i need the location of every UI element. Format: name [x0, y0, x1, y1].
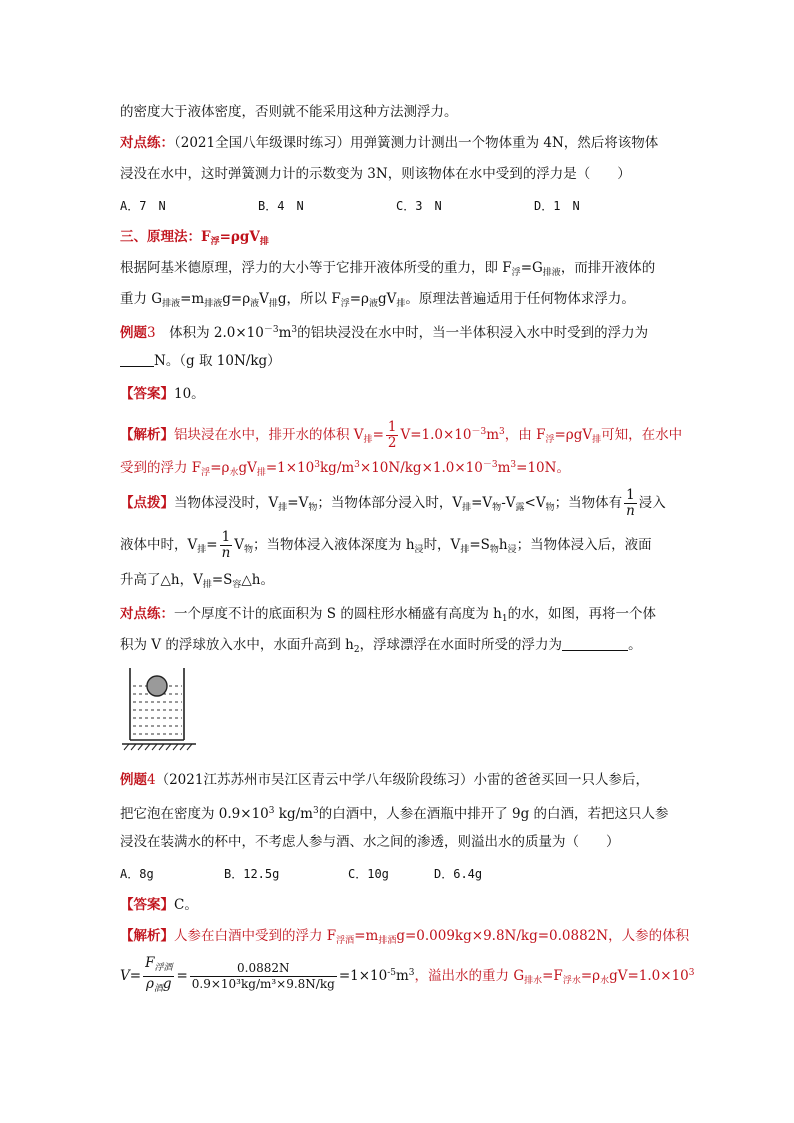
choice-b: B．4 N: [258, 199, 304, 213]
fraction-half: $\frac{1}{2}$: [387, 419, 397, 451]
example-4-analysis-line-1: 【解析】人参在白酒中受到的浮力 $F_{浮酒}=m_{排酒}g=0.009kg\times 9.8N/kg=0.0882N$，人参的体积: [120, 928, 690, 946]
answer-blank[interactable]: [562, 636, 628, 651]
answer-text: C。: [174, 897, 198, 913]
analysis-label: 【解析】: [120, 427, 174, 443]
exercise-text: 浸没在水中，这时弹簧测力计的示数变为 3N，则该物体在水中受到的浮力是（ ）: [120, 166, 631, 182]
floating-ball-bucket-figure: [120, 664, 206, 754]
exercise-2-line-2: 积为 V 的浮球放入水中，水面升高到 $h_2$，浮球漂浮在水面时所受的浮力为 。: [120, 637, 642, 655]
example-label: 例题: [120, 772, 147, 788]
answer-blank[interactable]: [120, 352, 154, 367]
fraction-one-over-n: $\frac{1}{n}$: [626, 487, 635, 519]
example-3-tip-line-3: 升高了△h，$V_排=S_容\triangle h$。: [120, 572, 274, 590]
choice-c: C．3 N: [396, 199, 442, 213]
example-4-formula-line: V= $\frac{F_{浮酒}}{\rho_酒g}$ = $\frac{0.0882N}{\text{0.9×10³kg/m³×9.8N/kg}}$ $=1\times 10^{-5}m^3$，溢出水的重力 $G_{排水}=F_{浮水}=\rho_水gV=1.0\times 10^3$: [120, 956, 695, 997]
choice-d: D．6.4g: [434, 867, 483, 881]
answer-text: 10。: [174, 386, 205, 402]
text: 的密度大于液体密度，否则就不能采用这种方法测浮力。: [120, 104, 458, 120]
example-4-line-2: 把它泡在密度为 $0.9\times 10^3$ $kg/m^3$的白酒中，人参在酒瓶中排开了 9g 的白酒，若把这只人参: [120, 806, 669, 822]
exercise-label: 对点练：: [120, 135, 174, 151]
example-4-line-3: 浸没在装满水的杯中，不考虑人参与酒、水之间的渗透，则溢出水的质量为（ ）: [120, 834, 620, 850]
example-4-answer: [120, 895, 198, 915]
example-3-tip-line-2: 液体中时，$V_排=$ $\frac{1}{n}$ $V_物$；当物体浸入液体深度为 $h_浸$时，$V_排=S_物h_浸$；当物体浸入后，液面: [120, 529, 652, 561]
example-3-answer: [120, 384, 205, 404]
example-3-line-2: N。（g 取 10N/kg）: [120, 351, 281, 371]
example-4-line-1: 例题4（2021江苏苏州市吴江区青云中学八年级阶段练习）小雷的爸爸买回一只人参后，: [120, 772, 649, 788]
floating-ball: [147, 676, 167, 696]
answer-label: 【答案】: [120, 386, 174, 402]
example-3-analysis-line-1: 【解析】铝块浸在水中，排开水的体积 $V_排=$ $\frac{1}{2}$ $V=1.0\times 10^{-3}m^3$，由 $F_浮=\rho gV_排$可知，在水中: [120, 419, 683, 451]
analysis-label: 【解析】: [120, 928, 174, 944]
fraction-one-over-n: $\frac{1}{n}$: [221, 529, 231, 561]
fraction-volume-numeric: $\frac{0.0882N}{\text{0.9×10³kg/m³×9.8N/kg}}$: [191, 961, 335, 991]
example-label: 例题: [120, 325, 147, 341]
example-3-tip-line-1: 【点拨】当物体浸没时，$V_排=V_物$；当物体部分浸入时，$V_排=V_物-V_露<V_物$；当物体有 $\frac{1}{n}$ 浸入: [120, 487, 666, 519]
tip-label: 【点拨】: [120, 495, 174, 511]
example-4-choices: [120, 864, 482, 884]
paragraph-continuation: [120, 102, 458, 122]
fraction-volume-symbolic: $\frac{F_{浮酒}}{\rho_酒g}$: [145, 955, 173, 994]
choice-c: C．10g: [348, 867, 389, 881]
section-3-title: 三、原理法：$F_浮=\rho gV_排$: [120, 229, 269, 247]
choice-a: A．8g: [120, 867, 154, 881]
principle-paragraph-line-2: 重力 $G_{排液}=m_{排液}g=\rho_液V_排g$，所以 $F_浮=\rho_液gV_排$。原理法普遍适用于任何物体求浮力。: [120, 291, 635, 309]
principle-paragraph-line-1: 根据阿基米德原理，浮力的大小等于它排开液体所受的重力，即 $F_浮=G_{排液}$，而排开液体的: [120, 260, 656, 278]
exercise-2-line-1: 对点练：一个厚度不计的底面积为 S 的圆柱形水桶盛有高度为 $h_1$的水，如图，再将一个体: [120, 606, 657, 624]
example-3-analysis-line-2: 受到的浮力 $F_浮=\rho_水gV_排=1\times 10^3kg/m^3\times 10N/kg\times 1.0\times 10^{-3}m^3=10N$。: [120, 460, 570, 478]
exercise-text: （2021全国八年级课时练习）用弹簧测力计测出一个物体重为 4N，然后将该物体: [174, 135, 659, 151]
choice-d: D．1 N: [534, 199, 580, 213]
choice-b: B．12.5g: [224, 867, 280, 881]
exercise-1-line-1: [120, 133, 658, 153]
choice-a: A．7 N: [120, 199, 166, 213]
example-3-line-1: 例题3 体积为 $2.0\times 10^{-3}m^3$的铝块浸没在水中时，当一半体积浸入水中时受到的浮力为: [120, 325, 649, 341]
answer-label: 【答案】: [120, 897, 174, 913]
exercise-1-line-2: [120, 164, 631, 184]
exercise-1-choices: [120, 196, 580, 216]
exercise-label: 对点练：: [120, 606, 174, 622]
